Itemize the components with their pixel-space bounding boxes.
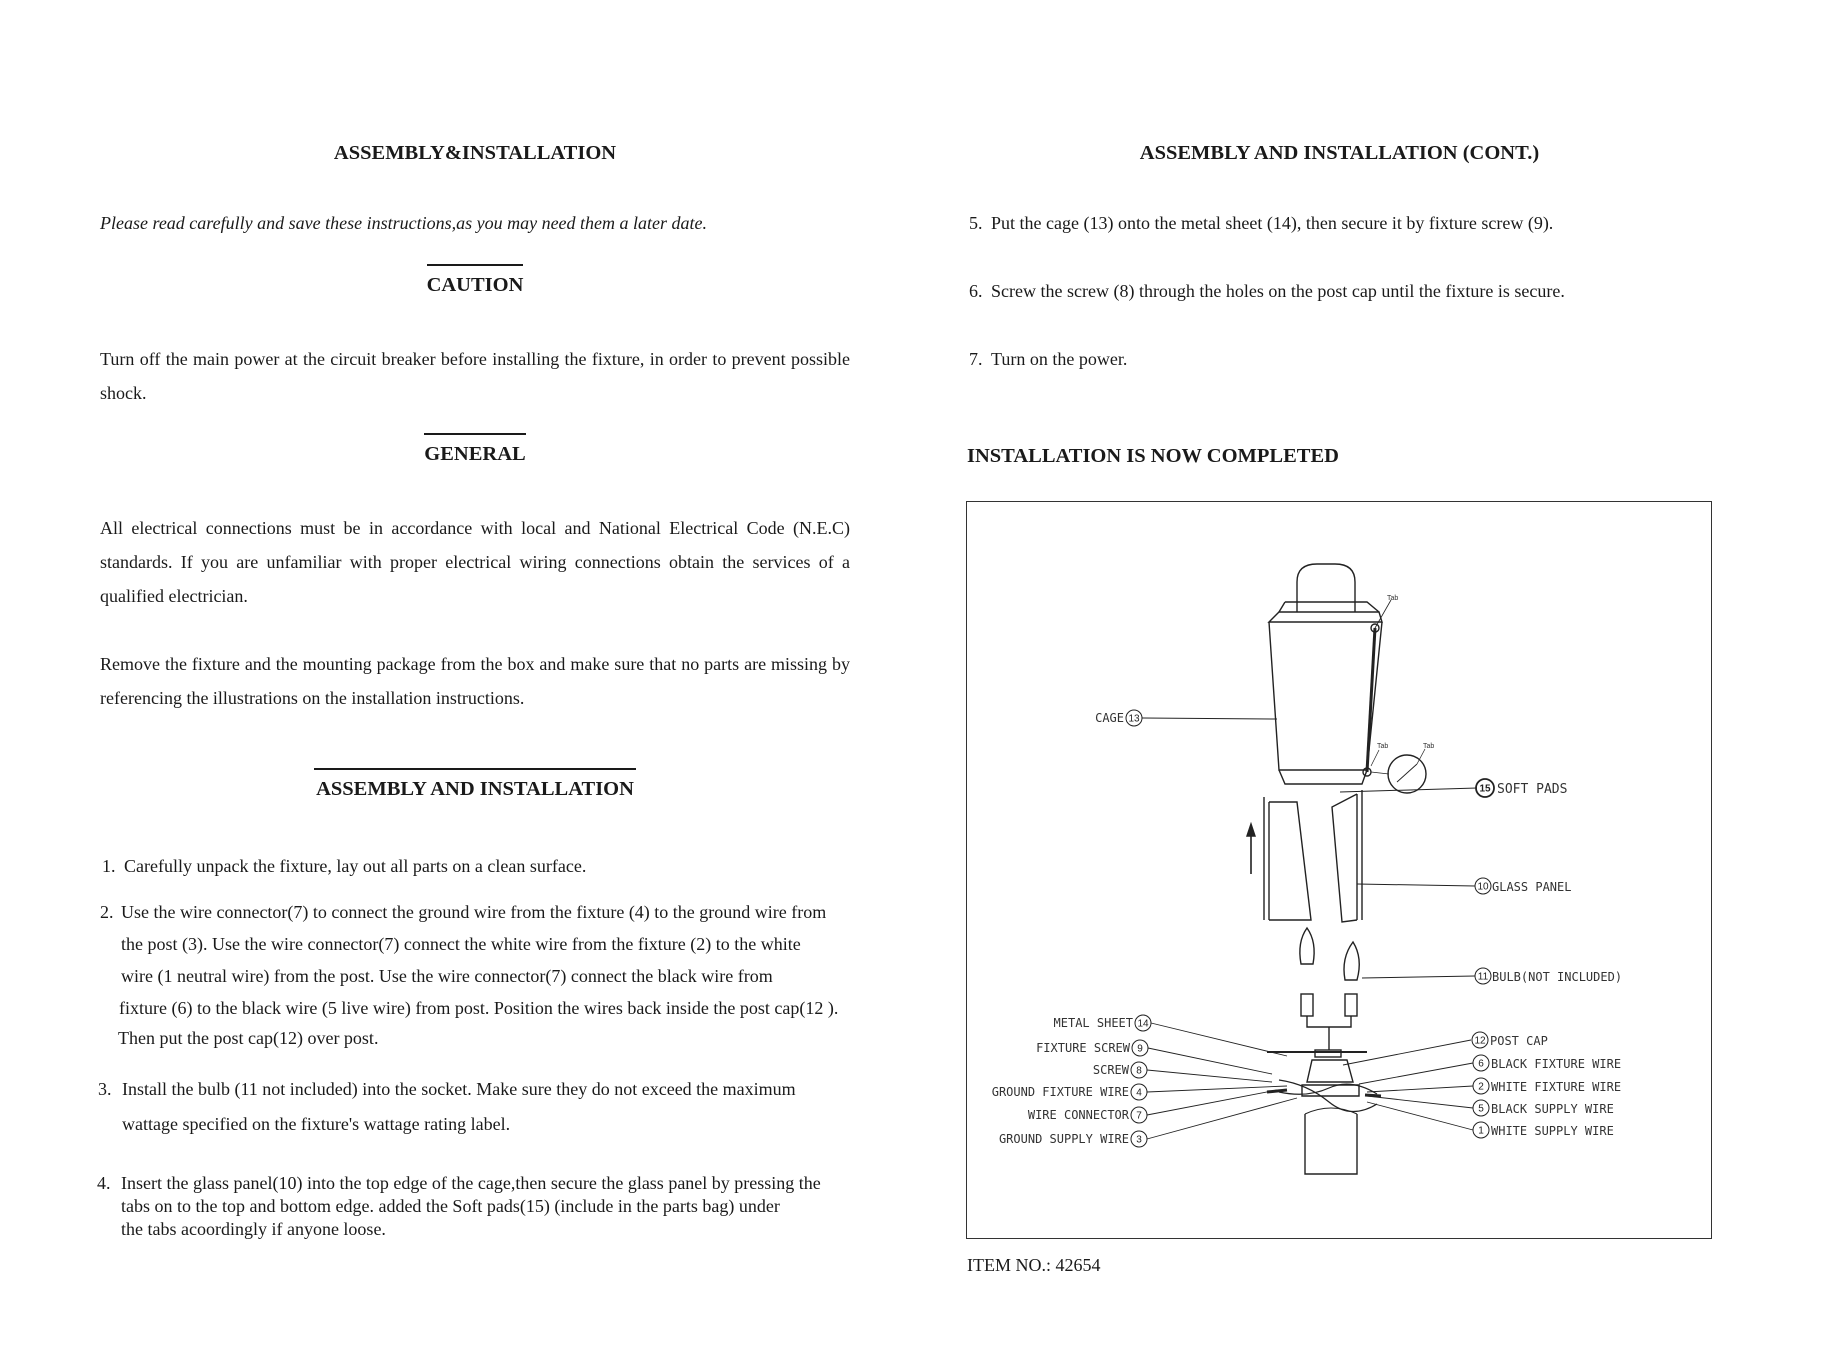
soft-pads-label: SOFT PADS xyxy=(1497,782,1568,797)
post-cap-label: POST CAP xyxy=(1490,1034,1548,1048)
step-number: 5. xyxy=(969,213,983,233)
step-number: 1. xyxy=(102,856,116,876)
bulb-right xyxy=(1344,942,1359,980)
step-line: fixture (6) to the black wire (5 live wire) from post. Position the wires back inside the post cap(12 ). xyxy=(119,998,839,1018)
screw-label: SCREW xyxy=(1092,1063,1129,1077)
bulb-label: BULB(NOT INCLUDED) xyxy=(1492,970,1623,984)
caution-heading-text: CAUTION xyxy=(427,264,524,297)
step-line: wire (1 neutral wire) from the post. Use the wire connector(7) connect the black wire from xyxy=(121,966,773,986)
tab-label-left: Tab xyxy=(1377,743,1389,750)
white-supply-wire-number: 1 xyxy=(1478,1125,1484,1137)
step-3 xyxy=(98,1072,862,1142)
step-number: 4. xyxy=(97,1173,111,1193)
step-line: the tabs acoordingly if anyone loose. xyxy=(121,1219,386,1239)
cage-roof xyxy=(1279,602,1379,612)
step-line: Then put the post cap(12) over post. xyxy=(118,1028,379,1048)
ground-fixture-wire-label: GROUND FIXTURE WIRE xyxy=(991,1085,1129,1099)
wire-connector-label: WIRE CONNECTOR xyxy=(1027,1108,1129,1122)
step-5 xyxy=(969,207,1711,239)
glass-panel-left xyxy=(1264,797,1311,920)
step-number: 7. xyxy=(969,349,983,369)
assembly-heading xyxy=(100,768,850,801)
step-text: Turn on the power. xyxy=(991,349,1128,369)
step-7 xyxy=(969,343,1711,375)
assembly-heading-text: ASSEMBLY AND INSTALLATION xyxy=(314,768,636,801)
step-line: wattage specified on the fixture's wattage rating label. xyxy=(122,1114,511,1134)
step-line: the post (3). Use the wire connector(7) connect the white wire from the fixture (2) to the white xyxy=(121,934,801,954)
step-number: 2. xyxy=(100,902,114,922)
diagram-svg xyxy=(967,502,1713,1240)
glass-panel-right xyxy=(1332,790,1362,922)
installation-diagram xyxy=(966,501,1712,1239)
ground-supply-wire-label: GROUND SUPPLY WIRE xyxy=(998,1132,1129,1146)
completed-heading: INSTALLATION IS NOW COMPLETED xyxy=(967,445,1339,467)
cage-top xyxy=(1269,612,1382,622)
fixture-screw-label: FIXTURE SCREW xyxy=(1036,1041,1130,1055)
step-number: 6. xyxy=(969,281,983,301)
black-supply-wire-label: BLACK SUPPLY WIRE xyxy=(1491,1102,1614,1116)
black-fixture-wire-number: 6 xyxy=(1478,1058,1484,1070)
black-fixture-wire-label: BLACK FIXTURE WIRE xyxy=(1491,1057,1622,1071)
step-text: Put the cage (13) onto the metal sheet (14), then secure it by fixture screw (9). xyxy=(991,213,1554,233)
bulb-number: 11 xyxy=(1477,971,1489,983)
ground-supply-wire-number: 3 xyxy=(1136,1134,1142,1146)
ground-fixture-wire-number: 4 xyxy=(1136,1087,1142,1099)
bulb-left xyxy=(1300,928,1314,964)
tab-label-top: Tab xyxy=(1387,595,1399,602)
caution-text: Turn off the main power at the circuit breaker before installing the fixture, in order to prevent possible shock. xyxy=(100,349,850,403)
step-4 xyxy=(97,1172,861,1241)
step-line: Install the bulb (11 not included) into the socket. Make sure they do not exceed the maximum xyxy=(122,1079,796,1099)
post xyxy=(1305,1114,1357,1174)
general-text-1: All electrical connections must be in accordance with local and National Electrical Code (N.E.C) standards. If you are unfamiliar with proper electrical wiring connections obtain the services of a qualified electrician. xyxy=(100,518,850,606)
step-text: Carefully unpack the fixture, lay out all parts on a clean surface. xyxy=(124,856,587,876)
caution-heading xyxy=(100,264,850,297)
screw-number: 8 xyxy=(1136,1065,1142,1077)
wire-connector-number: 7 xyxy=(1136,1110,1142,1122)
white-fixture-wire-number: 2 xyxy=(1478,1081,1484,1093)
fixture-screw-number: 9 xyxy=(1137,1043,1143,1055)
intro-text: Please read carefully and save these instructions,as you may need them a later date. xyxy=(100,213,708,233)
step-line: Insert the glass panel(10) into the top edge of the cage,then secure the glass panel by pressing the xyxy=(121,1173,821,1193)
metal-sheet-number: 14 xyxy=(1137,1018,1149,1030)
post-cap-number: 12 xyxy=(1474,1035,1486,1047)
cage-bottom xyxy=(1279,770,1367,784)
tab-label-right: Tab xyxy=(1423,743,1435,750)
cage-handle xyxy=(1297,564,1355,612)
item-number: ITEM NO.: 42654 xyxy=(967,1255,1101,1275)
cage-number: 13 xyxy=(1128,713,1140,725)
cage-label: CAGE xyxy=(1095,711,1124,725)
step-6 xyxy=(969,275,1711,307)
white-supply-wire-label: WHITE SUPPLY WIRE xyxy=(1491,1124,1614,1138)
post-cap xyxy=(1307,1060,1353,1082)
metal-sheet-label: METAL SHEET xyxy=(1053,1016,1133,1030)
white-fixture-wire-label: WHITE FIXTURE WIRE xyxy=(1491,1080,1622,1094)
cont-title: ASSEMBLY AND INSTALLATION (CONT.) xyxy=(1139,142,1540,164)
glass-panel-label: GLASS PANEL xyxy=(1492,880,1572,894)
step-line: tabs on to the top and bottom edge. added the Soft pads(15) (include in the parts bag) under xyxy=(121,1196,780,1216)
step-1 xyxy=(102,850,854,882)
step-2 xyxy=(100,896,861,1052)
general-heading-text: GENERAL xyxy=(424,433,525,466)
general-heading xyxy=(100,433,850,466)
step-line: Use the wire connector(7) to connect the ground wire from the fixture (4) to the ground wire from xyxy=(121,902,827,922)
glass-panel-number: 10 xyxy=(1477,881,1489,893)
soft-pads-number: 15 xyxy=(1479,783,1491,795)
cage-body xyxy=(1269,622,1382,770)
general-text-2: Remove the fixture and the mounting package from the box and make sure that no parts are missing by referencing the illustrations on the installation instructions. xyxy=(100,654,850,708)
tab-detail-circle xyxy=(1388,755,1426,793)
step-number: 3. xyxy=(98,1079,112,1099)
black-supply-wire-number: 5 xyxy=(1478,1103,1484,1115)
step-text: Screw the screw (8) through the holes on the post cap until the fixture is secure. xyxy=(991,281,1565,301)
page-title: ASSEMBLY&INSTALLATION xyxy=(333,142,617,164)
